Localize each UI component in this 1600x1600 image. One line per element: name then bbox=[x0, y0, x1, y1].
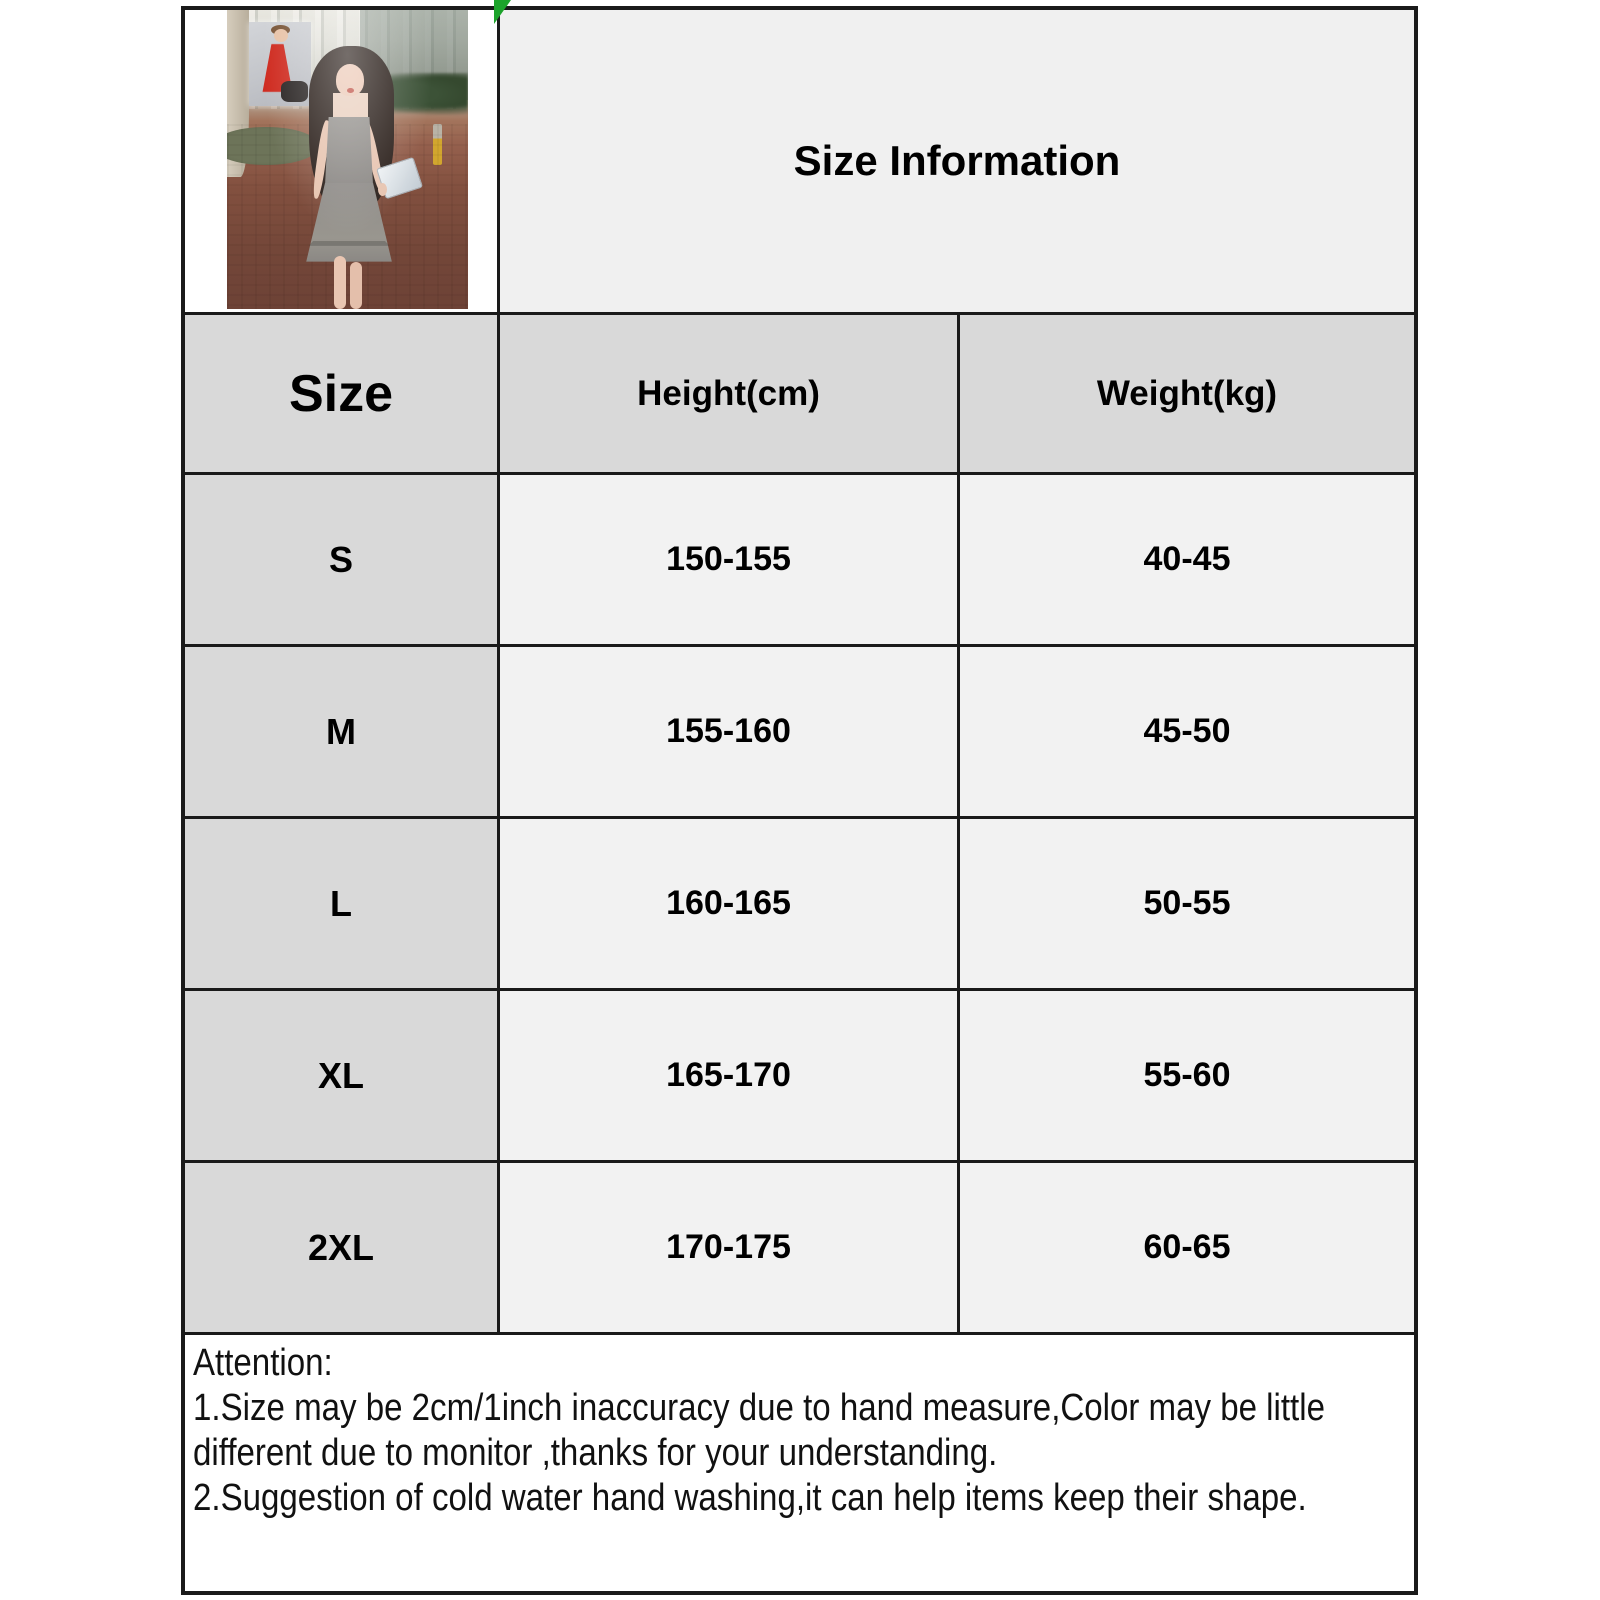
page-title: Size Information bbox=[793, 137, 1121, 184]
size-value: S bbox=[328, 538, 353, 580]
title-cell bbox=[500, 10, 1414, 312]
weight-value: 55-60 bbox=[1143, 1056, 1231, 1094]
attention-line-2: different due to monitor ,thanks for your understanding. bbox=[193, 1432, 998, 1474]
height-cell bbox=[500, 647, 960, 816]
attention-text-block bbox=[185, 1335, 1414, 1521]
header-weight-label: Weight(kg) bbox=[1096, 373, 1278, 413]
weight-cell bbox=[960, 1163, 1414, 1332]
size-value: XL bbox=[317, 1054, 364, 1096]
height-value: 155-160 bbox=[666, 712, 791, 750]
height-value: 170-175 bbox=[666, 1228, 791, 1266]
weight-value: 50-55 bbox=[1143, 884, 1231, 922]
model-in-gray-dress-photo bbox=[227, 10, 468, 309]
size-value: L bbox=[330, 882, 352, 924]
table-row bbox=[185, 647, 1414, 819]
attention-line-1: 1.Size may be 2cm/1inch inaccuracy due to hand measure,Color may be little bbox=[193, 1387, 1325, 1429]
table-row bbox=[185, 819, 1414, 991]
table-header-row bbox=[185, 315, 1414, 475]
size-cell bbox=[185, 1163, 500, 1332]
weight-value: 60-65 bbox=[1143, 1228, 1231, 1266]
height-cell bbox=[500, 1163, 960, 1332]
table-row bbox=[185, 475, 1414, 647]
height-cell bbox=[500, 819, 960, 988]
height-cell bbox=[500, 991, 960, 1160]
size-value: M bbox=[326, 710, 356, 752]
weight-cell bbox=[960, 819, 1414, 988]
header-weight-cell bbox=[960, 315, 1414, 472]
table-row bbox=[185, 1163, 1414, 1335]
size-cell bbox=[185, 819, 500, 988]
height-cell bbox=[500, 475, 960, 644]
attention-line-3: 2.Suggestion of cold water hand washing,it can help items keep their shape. bbox=[193, 1477, 1307, 1519]
table-row bbox=[185, 991, 1414, 1163]
size-value: 2XL bbox=[307, 1226, 375, 1268]
height-value: 160-165 bbox=[666, 884, 791, 922]
size-chart-sheet bbox=[181, 6, 1418, 1595]
header-height-label: Height(cm) bbox=[637, 373, 820, 413]
attention-heading: Attention: bbox=[193, 1342, 333, 1384]
weight-value: 40-45 bbox=[1143, 540, 1231, 578]
weight-cell bbox=[960, 647, 1414, 816]
size-cell bbox=[185, 991, 500, 1160]
height-value: 150-155 bbox=[666, 540, 791, 578]
top-row bbox=[185, 10, 1414, 315]
header-size-label: Size bbox=[288, 364, 394, 423]
weight-cell bbox=[960, 991, 1414, 1160]
height-value: 165-170 bbox=[666, 1056, 791, 1094]
size-cell bbox=[185, 475, 500, 644]
attention-section bbox=[185, 1335, 1414, 1591]
header-size-cell bbox=[185, 315, 500, 472]
weight-value: 45-50 bbox=[1143, 712, 1231, 750]
size-cell bbox=[185, 647, 500, 816]
product-photo-cell bbox=[185, 10, 500, 312]
light-haze-overlay bbox=[227, 10, 468, 309]
header-height-cell bbox=[500, 315, 960, 472]
weight-cell bbox=[960, 475, 1414, 644]
